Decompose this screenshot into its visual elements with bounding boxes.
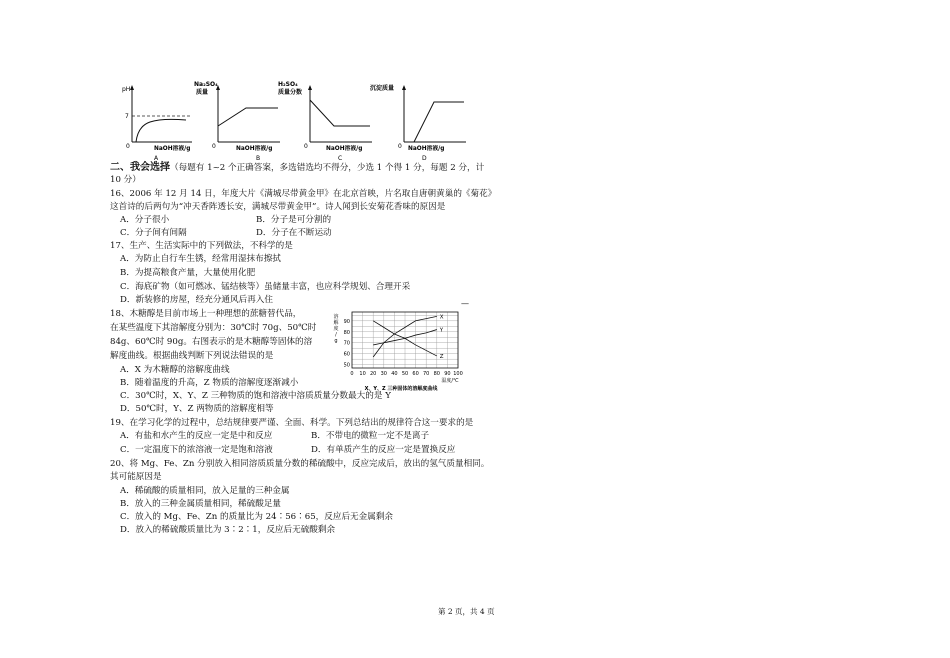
q20-stem-line2: 其可能原因是: [110, 472, 162, 482]
solubility-chart: [330, 306, 470, 392]
graph-a-ylabel: pH: [122, 86, 131, 93]
q19-stem: 19、在学习化学的过程中，总结规律要严谨、全面、科学。下列总结出的规律符合这一要求的是: [110, 418, 474, 428]
q17-stem: 17、生产、生活实际中的下列做法，不科学的是: [110, 241, 293, 251]
corner-mark: —: [461, 299, 469, 308]
top-graphs-strip: [108, 78, 470, 162]
page-footer: 第 2 页，共 4 页: [438, 607, 495, 616]
y-axis-label-char: 溶: [333, 314, 339, 320]
series-label-z: Z: [439, 353, 444, 360]
q16-stem-line1: 16、2006 年 12 月 14 日，年度大片《满城尽带黄金甲》在北京首映，片名取自唐朝黄巢的《菊花》: [110, 189, 497, 199]
q20-option-d: D．放入的稀硫酸质量比为 3∶2∶1，反应后无硫酸剩余: [120, 525, 336, 535]
q18-stem-line3: 84g、60℃时 90g。右图表示的是木糖醇等固体的溶: [110, 337, 313, 347]
q18-option-d: D．50℃时，Y、Z 两物质的溶解度相等: [120, 404, 274, 414]
y-axis-label-char: 度: [333, 326, 339, 332]
x-tick-label: 100: [453, 371, 463, 377]
graph-a-xlabel: NaOH溶液/g: [154, 146, 191, 152]
q17-option-a: A．为防止自行车生锈，经常用湿抹布擦拭: [120, 254, 281, 264]
x-tick-label: 0: [350, 371, 354, 377]
x-tick-label: 90: [444, 371, 451, 377]
graph-b-ylabel2: 质量: [196, 89, 209, 96]
graph-c-origin: 0: [304, 143, 308, 150]
section-note: （每题有 1~2 个正确答案，多选错选均不得分，少选 1 个得 1 分，每题 2 分，计: [170, 163, 485, 173]
y-axis-label-char: 解: [333, 320, 339, 326]
q16-option-d: D．分子在不断运动: [256, 228, 332, 238]
q20-option-a: A．稀硫酸的质量相同，放入足量的三种金属: [120, 486, 290, 496]
q19-option-c: C．一定温度下的浓溶液一定是饱和溶液: [120, 445, 273, 455]
q18-option-a: A．X 为木糖醇的溶解度曲线: [120, 365, 230, 375]
graph-a-origin: 0: [126, 143, 130, 150]
y-tick-label: 60: [343, 351, 350, 358]
y-tick-label: 50: [343, 362, 350, 369]
y-tick-label: 90: [343, 318, 350, 325]
q17-option-d: D．新装修的房屋，经充分通风后再入住: [120, 295, 273, 305]
q20-stem-line1: 20、将 Mg、Fe、Zn 分别放入相同溶质质量分数的稀硫酸中，反应完成后，放出的氢气质量相同。: [110, 459, 490, 469]
q17-option-c: C．海底矿物（如可燃冰、锰结核等）虽储量丰富，也应科学规划、合理开采: [120, 282, 411, 292]
graph-b-xlabel: NaOH溶液/g: [236, 146, 273, 152]
graph-d-ylabel: 沉淀质量: [370, 85, 395, 92]
q16-option-b: B．分子是可分割的: [256, 215, 332, 225]
graph-c-ylabel: H₂SO₄: [278, 81, 298, 88]
x-tick-label: 10: [359, 371, 366, 377]
x-tick-label: 70: [423, 371, 430, 377]
graph-b-origin: 0: [212, 143, 216, 150]
section-heading: [110, 162, 484, 174]
y-axis-label-char: /: [335, 332, 337, 338]
x-tick-label: 60: [412, 371, 419, 377]
graph-d-origin: 0: [398, 143, 402, 150]
graph-c-xlabel: NaOH溶液/g: [326, 146, 363, 152]
q18-stem-line4: 解度曲线。根据曲线判断下列说法错误的是: [110, 351, 274, 361]
series-label-y: Y: [439, 327, 444, 334]
q20-option-c: C．放入的 Mg、Fe、Zn 的质量比为 24∶56∶65，反应后无金属剩余: [120, 512, 394, 522]
x-axis-label: 温度/℃: [441, 378, 459, 384]
x-tick-label: 30: [380, 371, 387, 377]
q18-option-c: C．30℃时，X、Y、Z 三种物质的饱和溶液中溶质质量分数最大的是 Y: [120, 391, 391, 401]
q20-option-b: B．放入的三种金属质量相同，稀硫酸足量: [120, 499, 282, 509]
y-axis-label-char: g: [334, 338, 338, 344]
q18-stem-line2: 在某些温度下其溶解度分别为：30℃时 70g、50℃时: [110, 323, 317, 333]
q19-option-d: D．有单质产生的反应一定是置换反应: [311, 445, 456, 455]
section-note-cont: 10 分）: [110, 175, 141, 185]
graph-d-letter: D: [422, 155, 427, 162]
graph-c-letter: C: [338, 155, 343, 162]
x-tick-label: 20: [370, 371, 377, 377]
x-tick-label: 40: [391, 371, 398, 377]
x-tick-label: 80: [433, 371, 440, 377]
graph-b-letter: B: [256, 155, 261, 162]
q17-option-b: B．为提高粮食产量，大量使用化肥: [120, 268, 256, 278]
section-title: 二、我会选择: [110, 162, 170, 173]
chart-caption: X、Y、Z 三种固体的溶解度曲线: [364, 386, 438, 392]
y-tick-label: 70: [343, 340, 350, 347]
q16-option-c: C．分子间有间隔: [120, 228, 187, 238]
series-label-x: X: [439, 314, 444, 321]
graph-b-ylabel: Na₂SO₄: [194, 81, 218, 88]
q18-stem-line1: 18、木糖醇是目前市场上一种理想的蔗糖替代品，: [110, 309, 302, 319]
graph-c-ylabel2: 质量分数: [278, 89, 303, 96]
y-tick-label: 80: [343, 329, 350, 336]
graph-a-letter: A: [154, 155, 159, 162]
graph-d-xlabel: NaOH溶液/g: [408, 146, 445, 152]
q19-option-a: A．有盐和水产生的反应一定是中和反应: [120, 431, 273, 441]
x-tick-label: 50: [401, 371, 409, 377]
q18-option-b: B．随着温度的升高，Z 物质的溶解度逐渐减小: [120, 378, 299, 388]
q16-stem-line2: 这首诗的后两句为“冲天香阵透长安，满城尽带黄金甲”。诗人闻到长安菊花香味的原因是: [110, 202, 446, 212]
q19-option-b: B．不带电的微粒一定不是离子: [311, 431, 430, 441]
q16-option-a: A．分子很小: [120, 215, 170, 225]
graph-a-seven: 7: [125, 113, 129, 120]
